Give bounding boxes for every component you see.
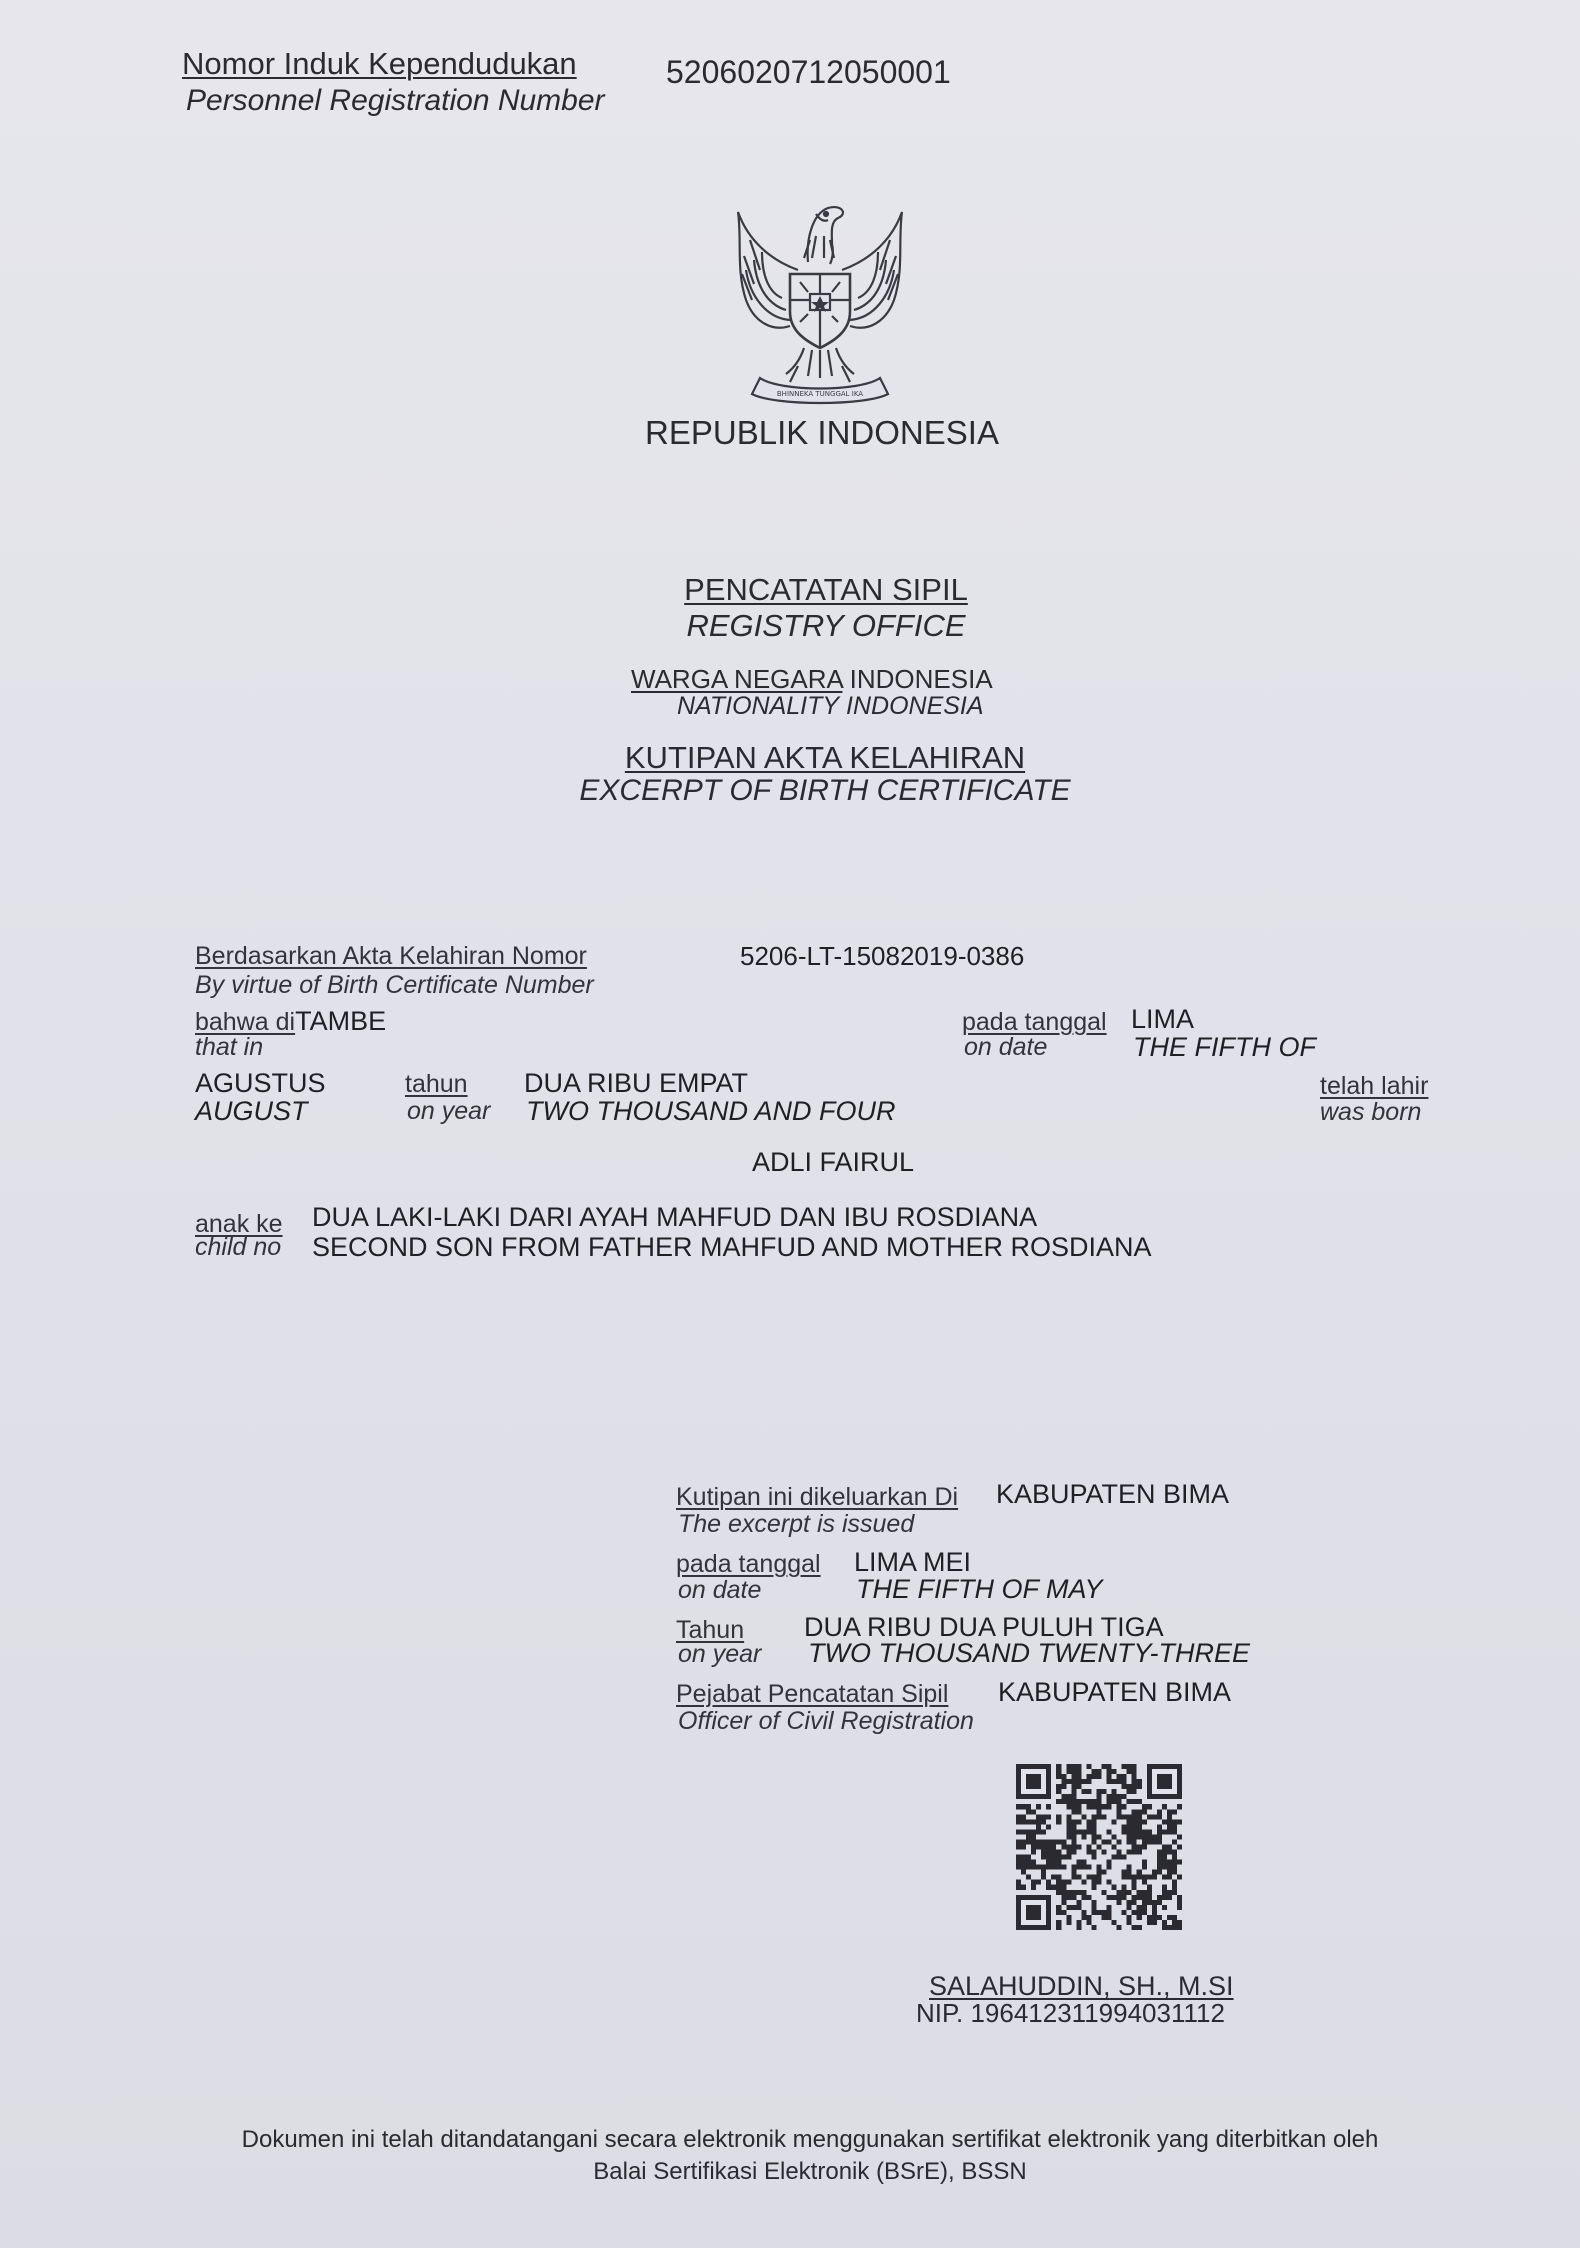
place-label-en: that in [195, 1033, 264, 1061]
birth-year-label-en: on year [407, 1097, 491, 1125]
birth-day-en: THE FIFTH OF [1133, 1032, 1316, 1062]
birth-year-id: DUA RIBU EMPAT [524, 1068, 749, 1098]
garuda-emblem [720, 200, 920, 405]
nik-label-en: Personnel Registration Number [186, 84, 605, 117]
birth-year-en: TWO THOUSAND AND FOUR [526, 1096, 896, 1126]
born-label-id: telah lahir [1320, 1072, 1429, 1100]
office-title-id: PENCATATAN SIPIL [684, 572, 968, 607]
issue-year-en: TWO THOUSAND TWENTY-THREE [808, 1638, 1250, 1668]
officer-label-id: Pejabat Pencatatan Sipil [676, 1680, 949, 1708]
issue-date-label-id: pada tanggal [676, 1550, 821, 1578]
birth-year-label-id: tahun [405, 1070, 468, 1098]
issued-place: KABUPATEN BIMA [996, 1479, 1230, 1509]
officer-label-en: Officer of Civil Registration [678, 1707, 974, 1735]
doc-title-id: KUTIPAN AKTA KELAHIRAN [624, 740, 1026, 775]
born-label-en: was born [1320, 1098, 1422, 1126]
place-label-id: bahwa di [195, 1008, 296, 1036]
cert-number: 5206-LT-15082019-0386 [740, 941, 1025, 971]
nationality-value-en: INDONESIA [846, 692, 984, 720]
child-order-en: SECOND SON FROM FATHER MAHFUD AND MOTHER ROSDIANA [312, 1232, 1152, 1262]
signatory-name: SALAHUDDIN, SH., M.SI [929, 1971, 1234, 2001]
nationality-value-id: INDONESIA [849, 664, 993, 694]
birth-month-en: AUGUST [195, 1096, 308, 1126]
office-title-en: REGISTRY OFFICE [686, 608, 966, 643]
child-no-label-id: anak ke [195, 1210, 283, 1238]
issue-year-label-id: Tahun [676, 1616, 745, 1644]
birth-day-id: LIMA [1131, 1004, 1195, 1034]
qr-code [1016, 1764, 1182, 1930]
birth-date-label-id: pada tanggal [962, 1008, 1107, 1036]
doc-title-en: EXCERPT OF BIRTH CERTIFICATE [579, 774, 1071, 807]
signatory-nip: NIP. 196412311994031112 [916, 1998, 1225, 2028]
footer-line-1: Dokumen ini telah ditandatangani secara elektronik menggunakan sertifikat elektronik yang diterbitkan oleh [241, 2126, 1379, 2153]
birth-date-label-en: on date [964, 1033, 1048, 1061]
nationality-label-id: WARGA NEGARA [631, 664, 843, 694]
issued-label-en: The excerpt is issued [678, 1510, 915, 1538]
cert-label-id: Berdasarkan Akta Kelahiran Nomor [195, 942, 587, 970]
place-value: TAMBE [295, 1006, 387, 1036]
child-name: ADLI FAIRUL [752, 1147, 915, 1177]
issued-label-id: Kutipan ini dikeluarkan Di [676, 1483, 959, 1511]
officer-place: KABUPATEN BIMA [998, 1677, 1232, 1707]
nationality-label-en: NATIONALITY [677, 692, 840, 720]
issue-date-en: THE FIFTH OF MAY [856, 1574, 1103, 1604]
country-title: REPUBLIK INDONESIA [645, 414, 999, 451]
issue-date-label-en: on date [678, 1576, 762, 1604]
birth-month-id: AGUSTUS [195, 1068, 326, 1098]
nik-label-id: Nomor Induk Kependudukan [182, 46, 577, 81]
issue-year-id: DUA RIBU DUA PULUH TIGA [804, 1612, 1164, 1642]
footer-line-2: Balai Sertifikasi Elektronik (BSrE), BSSN [593, 2158, 1027, 2185]
issue-year-label-en: on year [678, 1640, 762, 1668]
child-order-id: DUA LAKI-LAKI DARI AYAH MAHFUD DAN IBU ROSDIANA [312, 1202, 1038, 1232]
cert-label-en: By virtue of Birth Certificate Number [195, 971, 594, 999]
issue-date-id: LIMA MEI [854, 1547, 972, 1577]
emblem-motto: BHINNEKA TUNGGAL IKA [776, 390, 864, 398]
child-no-label-en: child no [195, 1233, 282, 1261]
nik-value: 5206020712050001 [666, 54, 951, 90]
